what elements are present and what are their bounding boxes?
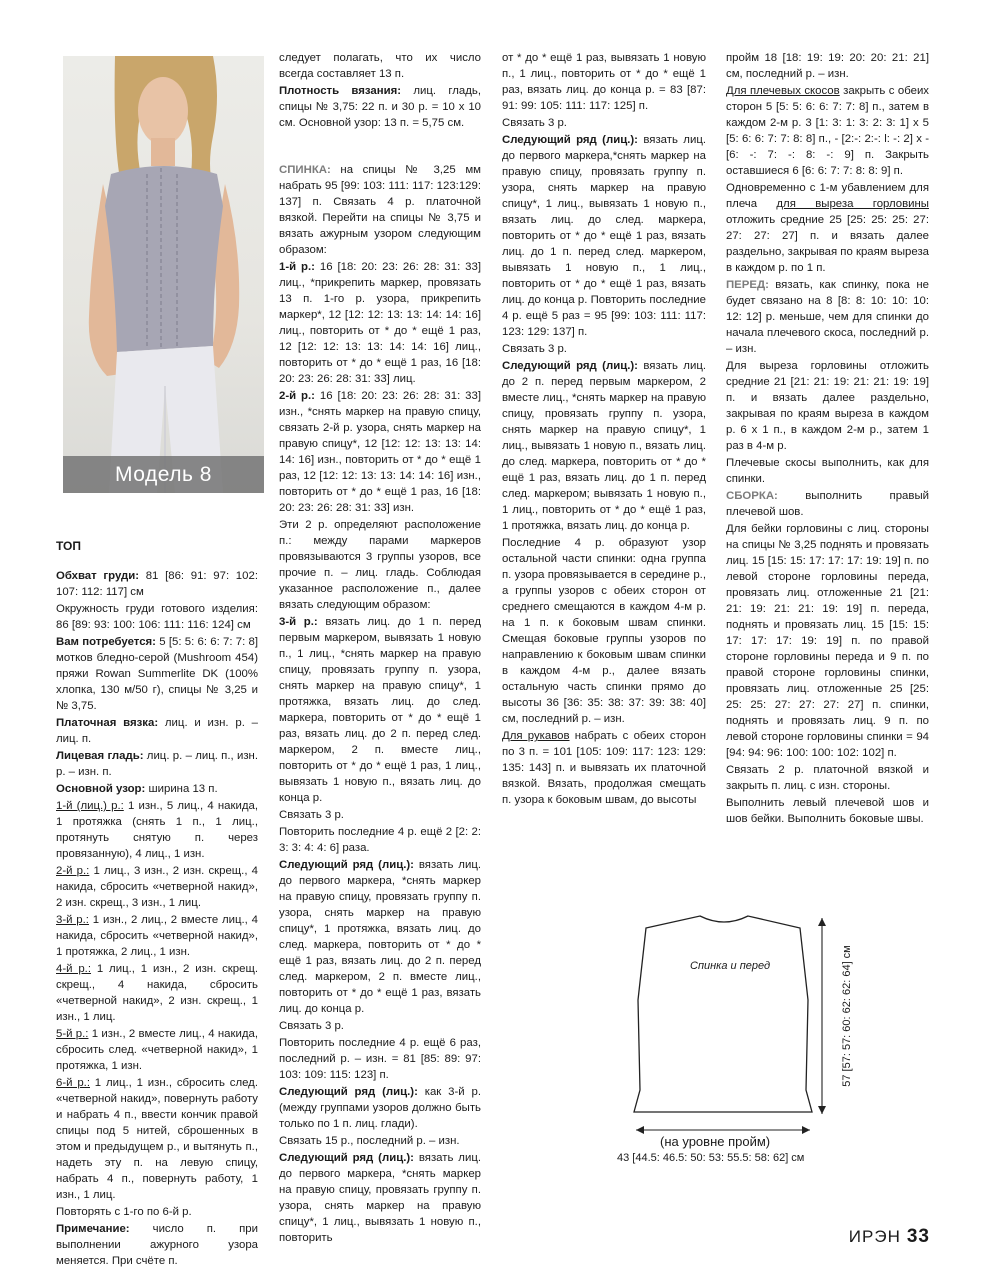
chest-value: 81 [86: 91: 97: 102: 107: 112: 117] см (56, 570, 258, 598)
next-row (502, 358, 706, 534)
row-value: вязать лиц. до 1 п. перед первым маркером, вывязать 1 новую п., 1 лиц., *снять маркер на правую спицу, провязать группу п. узора, снять маркер на правую спицу*, 1 протяжка, вязать лиц. до след. маркера, повторить от * до * ещё 1 раз, вязать лиц. до 2 п. перед след. маркером, 2 п. вместе лиц., повторить от * до * ещё 1 раз, 1 лиц., вывязать 1 новую п., вязать лиц. до конца р. (279, 616, 481, 804)
paragraph: Связать 15 р., последний р. – изн. (279, 1135, 460, 1147)
row-value: 16 [18: 20: 23: 26: 28: 31: 33] лиц., *прикрепить маркер, провязать 13 п. 1-го р. узора, прикрепить маркер*, 12 [12: 12: 13: 13: 14: 14: 16] лиц., повторить от * до * ещё 1 раз, 12 [12: 12: 13: 13: 14: 14: 16] лиц., повторить от * до * ещё 1 раз, 16 [18: 20: 23: 26: 28: 31: 33] лиц. (279, 261, 481, 385)
gauge-label: Плотность вязания: (279, 85, 402, 97)
paragraph: Выполнить левый плечевой шов и шов бейки. Выполнить боковые швы. (726, 797, 929, 825)
row-value: вязать лиц. до первого маркера,*снять маркер на правую спицу, провязать группу п. узора, снять маркер на правую спицу*, 1 лиц., вывязать 1 новую п., вязать лиц. до след. маркера, повторить от * до * ещё 1 раз, вязать лиц. до 1 п. перед след. маркером, вывязать 1 новую п., 1 лиц., повторить от * до * ещё 1 раз, вязать лиц. до конца р. Повторить последние 4 р. ещё 5 раз = 95 [99: 103: 111: 117: 123: 129: 137] п. (502, 134, 707, 338)
row-value: вязать лиц. до первого маркера, *снять маркер на правую спицу, провязать группу п. узора, снять маркер на правую спицу*, 1 лиц., вывязать 1 новую п., повторить (279, 1152, 482, 1244)
row-label: 2-й р.: (56, 865, 90, 877)
row-label: Следующий ряд (лиц.): (502, 360, 638, 372)
assembly-label: СБОРКА: (726, 490, 778, 502)
row-value: 16 [18: 20: 23: 26: 28: 31: 33] изн., *снять маркер на правую спицу, связать 2-й р. узора, снять маркер на правую спицу*, 12 [12: 12: 13: 13: 14: 14: 16] изн., повторить от * до * ещё 1 раз, 12 [12: 12: 13: 13: 14: 14: 16] изн., повторить от * до * ещё 1 раз, 16 [18: 20: 23: 26: 28: 31: 33] изн. (279, 390, 481, 514)
gauge (279, 83, 481, 131)
sleeves (502, 728, 706, 808)
front-value: вязать, как спинку, пока не будет связано на 8 [8: 8: 10: 10: 10: 12: 12] р. меньше, чем для спинки до начала плечевого скоса, последний р. – изн. (726, 279, 929, 355)
schematic-label: Спинка и перед (690, 960, 771, 972)
row-label: 3-й р.: (279, 616, 318, 628)
pattern-row-3 (56, 912, 258, 960)
garter-stitch (56, 715, 258, 747)
paragraph: Плечевые скосы выполнить, как для спинки. (726, 457, 929, 485)
sleeves-label: Для рукавов (502, 730, 570, 742)
row-label: Следующий ряд (лиц.): (279, 1152, 414, 1164)
magazine-brand: ИРЭН (848, 1227, 901, 1246)
back-row-2 (279, 388, 481, 516)
row-value: 1 лиц., 3 изн., 2 изн. скрещ., 4 накида, сбросить «четверной накид», 2 изн. скрещ., 3 изн., 1 лиц. (56, 865, 258, 909)
chest-size (56, 568, 258, 600)
shoulder-label: Для плечевых скосов (726, 85, 840, 97)
model-illustration (63, 56, 264, 493)
width-label: (на уровне пройм) (660, 1134, 771, 1149)
height-dimensions: 57 [57: 57: 60: 62: 62: 64] см (841, 945, 853, 1087)
main-pattern (56, 781, 258, 797)
back-row-3 (279, 614, 481, 806)
row-label: 3-й р.: (56, 914, 89, 926)
row-value: вязать лиц. до первого маркера, *снять маркер на правую спицу, провязать группу п. узора, снять маркер на правую спицу*, 1 протяжка, вязать лиц. до след. маркера, повторить от * до * ещё 1 раз, вязать лиц. до 2 п. перед след. маркером, 2 п. вместе лиц., повторить от * до * ещё 1 раз, вязать лиц. до конца р. (279, 859, 482, 1015)
garment-outline (634, 916, 812, 1112)
model-label: Модель 8 (63, 456, 264, 493)
width-dimensions: 43 [44.5: 46.5: 50: 53: 55.5: 58: 62] см (617, 1152, 805, 1164)
paragraph: Эти 2 р. определяют расположение п.: между парами маркеров провязываются 3 группы узоров, все прочие п. – лиц. гладь. Соблюдая указанное расположение п., далее вязать следующим образом: (279, 519, 481, 611)
assembly-value: выполнить правый плечевой шов. (726, 490, 929, 518)
paragraph: от * до * ещё 1 раз, вывязать 1 новую п., 1 лиц., повторить от * до * ещё 1 раз, вязать лиц. до конца р. = 83 [87: 91: 99: 105: 111: 117: 125] п. (502, 52, 706, 112)
front-section (726, 277, 929, 357)
stockinette-stitch (56, 748, 258, 780)
model-photo (63, 56, 264, 493)
row-label: 6-й р.: (56, 1077, 90, 1089)
paragraph: Связать 3 р. (502, 117, 567, 129)
row-value: вязать лиц. до 2 п. перед первым маркером, 2 вместе лиц., *снять маркер на правую спицу, провязать группу п. узора, снять маркер на правую спицу*, 1 лиц., вывязать 1 новую п., вязать лиц. до след. маркера, повторить от * до * ещё 1 раз, вязать лиц. до 1 п. перед след. маркером; вывязать 1 новую п., 1 лиц., повторить от * до * ещё 1 раз, 1 протяжка, вязать лиц. до конца р. (502, 360, 707, 532)
page-number: 33 (906, 1226, 930, 1247)
back-value: на спицы № 3,25 мм набрать 95 [99: 103: 111: 117: 123:129: 137] п. Связать 4 р. платочной вязкой. Перейти на спицы № 3,75 и вязать ажурным узором следующим образом: (279, 164, 481, 256)
stockinette-value: лиц. р. – лиц. п., изн. р. – изн. п. (56, 750, 258, 778)
column-4 (726, 50, 929, 828)
note (56, 1221, 258, 1269)
paragraph: Повторить последние 4 р. ещё 2 [2: 2: 3: 3: 4: 4: 6] раза. (279, 826, 481, 854)
row-value: 1 изн., 2 лиц., 2 вместе лиц., 4 накида, сбросить «четверной накид», 1 протяжка, 2 лиц., 1 изн. (56, 914, 259, 958)
row-label: 1-й р.: (279, 261, 315, 273)
neck-label: для выреза горловины (776, 198, 929, 210)
shoulder-shaping (726, 83, 929, 179)
paragraph: Для выреза горловины отложить средние 21 [21: 21: 19: 21: 21: 19: 19] п. и вязать далее раздельно, закрывая по краям выреза в каждом р. 6 х 1 п., в каждом 2-м р., затем 1 раз в 4-м р. (726, 360, 929, 452)
pattern-value: ширина 13 п. (145, 783, 218, 795)
note-label: Примечание: (56, 1223, 130, 1235)
paragraph: Повторить последние 4 р. ещё 6 раз, последний р. – изн. = 81 [85: 89: 97: 103: 109: 115: 123] п. (279, 1037, 481, 1081)
row-label: 4-й р.: (56, 963, 92, 975)
paragraph: Для бейки горловины с лиц. стороны на спицы № 3,25 поднять и провязать лиц. 15 [15: 15: 17: 17: 17: 19: 19] п. по левой стороне горловины переда, провязать лиц. отложенные 21 [21: 21: 19: 21: 21: 19: 19] п. переда, поднять и провязать лиц. 15 [15: 15: 17: 17: 17: 19: 19] п. по правой стороне горловины переда и 9 п. по правой стороне горловины спинки, провязать лиц. отложенные 25 [25: 25: 25: 27: 27: 27: 27] п. спинки, поднять и провязать лиц. 9 п. по левой стороне горловины спинки = 94 [94: 94: 96: 100: 100: 102: 102] п. (726, 523, 929, 759)
pattern-repeat: Повторять с 1-го по 6-й р. (56, 1206, 192, 1218)
materials (56, 634, 258, 714)
garter-value: лиц. и изн. р. – лиц. п. (56, 717, 258, 745)
neck-text: Одновременно с 1-м убавлением для плеча (726, 182, 929, 210)
back-row-1 (279, 259, 481, 387)
row-label: 2-й р.: (279, 390, 315, 402)
pattern-row-6 (56, 1075, 258, 1203)
pattern-row-4 (56, 961, 258, 1025)
paragraph: Связать 2 р. платочной вязкой и закрыть п. лиц. с изн. стороны. (726, 764, 929, 792)
row-value: 1 изн., 5 лиц., 4 накида, 1 протяжка (снять 1 п., 1 лиц., протянуть снятую п. через провязанную), 4 лиц., 1 изн. (56, 800, 258, 860)
next-row (279, 857, 481, 1017)
stockinette-label: Лицевая гладь: (56, 750, 144, 762)
finished-size: Окружность груди готового изделия: 86 [89: 93: 100: 106: 111: 116: 124] см (56, 603, 258, 631)
next-row (279, 1150, 481, 1246)
row-value: 1 лиц., 1 изн., 2 изн. скрещ. скрещ., 4 накида, сбросить «четверной накид», 2 изн. скрещ., 1 изн., 1 лиц. (56, 963, 258, 1023)
row-value: как 3-й р. (между группами узоров должно быть только по 1 п. лиц. глади). (279, 1086, 481, 1130)
shoulder-value: закрыть с обеих сторон 5 [5: 5: 6: 6: 7: 7: 8] п., затем в каждом 2-м р. 3 [1: 3: 1: 3: 2: 3: 1] х 5 [5: 6: 6: 7: 7: 8: 8] п., - [2:-: 2:-: l: -: 2] х - [6: -: 7: -: 8: -: 9] п. Закрыть оставшиеся 6 [6: 6: 7: 7: 8: 8: 9] п. (726, 85, 929, 177)
row-label: Следующий ряд (лиц.): (279, 1086, 418, 1098)
row-label: 1-й (лиц.) р.: (56, 800, 124, 812)
front-label: ПЕРЕД: (726, 279, 769, 291)
row-label: 5-й р.: (56, 1028, 89, 1040)
column-3 (502, 50, 706, 809)
sleeves-value: набрать с обеих сторон по 3 п. = 101 [105: 109: 117: 123: 129: 135: 143] п. и вывязать их платочной вязкой. Вязать, продолжая смещать п. узора к боковым швам, до высоты (502, 730, 706, 806)
column-2 (279, 50, 481, 1247)
next-row (279, 1084, 481, 1132)
neck-text: отложить средние 25 [25: 25: 25: 27: 27: 27: 27] п. и вязать далее раздельно, закрывая по краям выреза в каждом р. по 1 п. (726, 214, 930, 274)
paragraph: следует полагать, что их число всегда составляет 13 п. (279, 52, 481, 80)
back-label: СПИНКА: (279, 164, 331, 176)
materials-value: 5 [5: 5: 6: 6: 7: 7: 8] мотков бледно-серой (Mushroom 454) пряжи Rowan Summerlite DK (100% хлопка, 130 м/50 г), спицы № 3,25 и № 3,75. (56, 636, 258, 712)
page-footer (849, 1226, 930, 1248)
row-label: Следующий ряд (лиц.): (279, 859, 414, 871)
paragraph: Связать 3 р. (279, 1020, 344, 1032)
chest-label: Обхват груди: (56, 570, 140, 582)
pattern-row-5 (56, 1026, 258, 1074)
row-value: 1 лиц., 1 изн., сбросить след. «четверной накид», повернуть работу и набрать 4 п., ввести кончик правой спицы под 5 нитей, сброшенных в этом и предыдущем р., и вытянуть п., надеть эту п. на левую спицу, набрать 4 п., повернуть работу, 1 изн., 1 лиц. (56, 1077, 258, 1201)
paragraph: пройм 18 [18: 19: 19: 20: 20: 21: 21] см, последний р. – изн. (726, 52, 929, 80)
materials-label: Вам потребуется: (56, 636, 156, 648)
pattern-row-1 (56, 798, 258, 862)
row-value: 1 изн., 2 вместе лиц., 4 накида, сбросить след. «четверной накид», 1 протяжка, 1 изн. (56, 1028, 258, 1072)
pattern-label: Основной узор: (56, 783, 146, 795)
next-row (502, 132, 706, 340)
paragraph: Последние 4 р. образуют узор остальной части спинки: одна группа п. узора провязывается в середине р., а группы узоров с обеих сторон от среднего смещаются в каждом 4-м р. на 1 п. к боковым швам спинки. Смещая боковые группы узоров по направлению к боковым швам спинки в каждом 4-м р., далее вязать остальную часть спинки прямо до высоты 36 [36: 35: 38: 37: 39: 38: 40] см, последний р. – изн. (502, 537, 706, 725)
neck-shaping (726, 180, 929, 276)
note-value: число п. при выполнении ажурного узора меняется. При счёте п. (56, 1223, 258, 1267)
garment-schematic (600, 910, 880, 1200)
column-1 (56, 538, 258, 1270)
paragraph: Связать 3 р. (279, 809, 344, 821)
garter-label: Платочная вязка: (56, 717, 159, 729)
row-label: Следующий ряд (лиц.): (502, 134, 638, 146)
pattern-row-2 (56, 863, 258, 911)
paragraph: Связать 3 р. (502, 343, 567, 355)
gauge-value: лиц. гладь, спицы № 3,75: 22 п. и 30 р. = 10 х 10 см. Основной узор: 13 п. = 5,75 см. (279, 85, 481, 129)
article-title: ТОП (56, 539, 81, 553)
back-section (279, 162, 481, 258)
assembly-section (726, 488, 929, 520)
